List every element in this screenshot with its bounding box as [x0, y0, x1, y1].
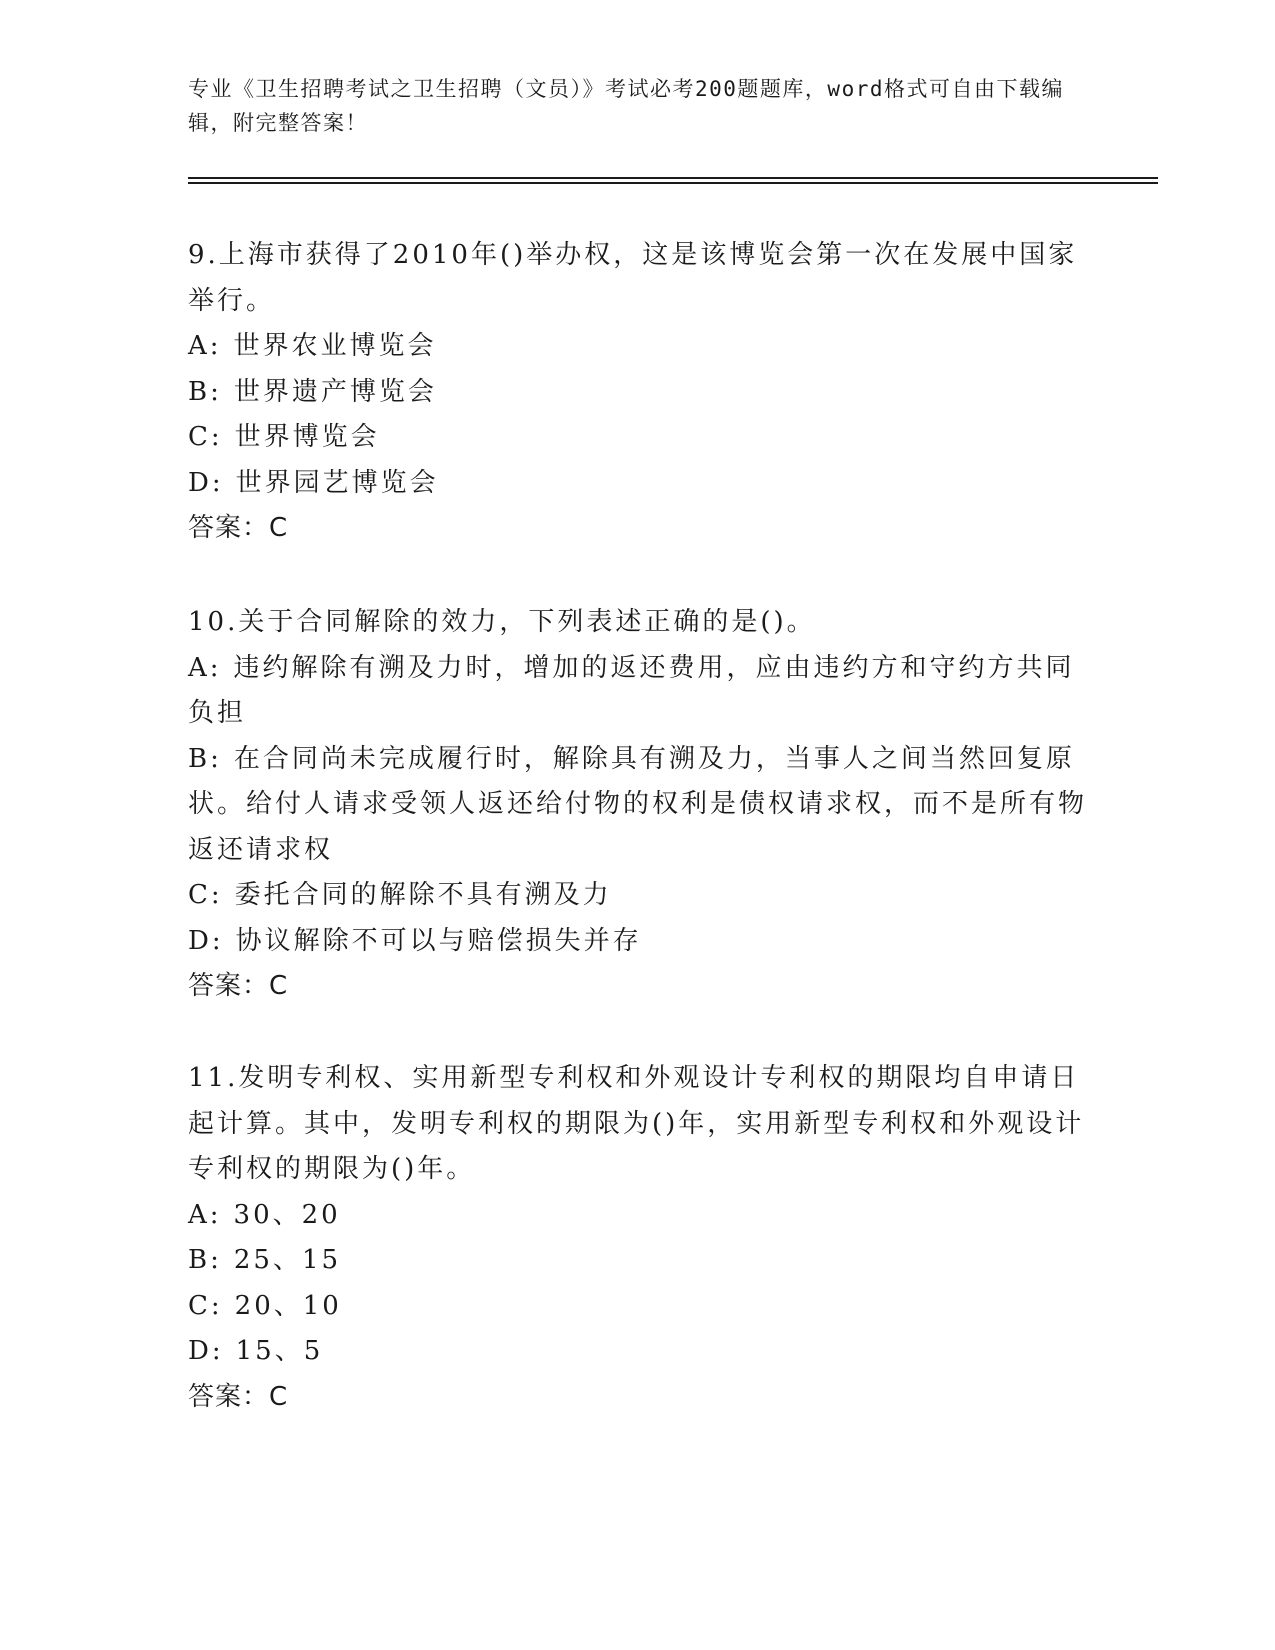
option-a: [188, 646, 1088, 737]
header-divider-top: [188, 177, 1158, 179]
option-c: [188, 415, 1088, 461]
option-letter: B:: [188, 743, 222, 774]
question-stem: 10.关于合同解除的效力，下列表述正确的是()。: [188, 607, 816, 637]
option-text: 协议解除不可以与赔偿损失并存: [235, 925, 642, 956]
option-text: 世界农业博览会: [233, 331, 437, 361]
option-letter: B:: [188, 376, 222, 407]
option-text: 委托合同的解除不具有溯及力: [234, 880, 612, 910]
option-letter: A:: [188, 1199, 222, 1230]
option-text: 世界遗产博览会: [233, 376, 437, 407]
option-letter: A:: [188, 652, 222, 683]
question-block: [188, 1056, 1088, 1420]
option-letter: D:: [188, 925, 224, 956]
option-a: [188, 324, 1088, 370]
option-letter: C:: [188, 422, 223, 452]
option-letter: D:: [188, 1336, 224, 1366]
option-text: 30、20: [233, 1199, 341, 1230]
option-letter: C:: [188, 1290, 223, 1321]
option-b: [188, 737, 1088, 874]
option-text: 世界园艺博览会: [235, 467, 439, 498]
option-text: 20、10: [234, 1290, 342, 1321]
document-header: 专业《卫生招聘考试之卫生招聘（文员）》考试必考200题题库，word格式可自由下载编辑，附完整答案！: [188, 77, 1064, 135]
option-letter: B:: [188, 1245, 222, 1275]
option-letter: D:: [188, 467, 224, 498]
option-text: 25、15: [233, 1245, 342, 1275]
option-text: 世界博览会: [234, 422, 380, 452]
question-stem: 9.上海市获得了2010年()举办权，这是该博览会第一次在发展中国家举行。: [188, 240, 1078, 316]
answer-line: 答案：C: [188, 1381, 289, 1412]
option-text: 违约解除有溯及力时，增加的返还费用，应由违约方和守约方共同负担: [188, 652, 1075, 728]
option-text: 在合同尚未完成履行时，解除具有溯及力，当事人之间当然回复原状。给付人请求受领人返还给付物的权利是债权请求权，而不是所有物返还请求权: [188, 743, 1088, 865]
header-divider-bottom: [188, 182, 1158, 184]
answer-line: 答案：C: [188, 971, 289, 1001]
option-c: [188, 1284, 1088, 1330]
option-d: [188, 461, 1088, 507]
question-block: [188, 233, 1088, 552]
option-letter: A:: [188, 331, 222, 361]
option-text: 15、5: [235, 1336, 324, 1366]
option-c: [188, 873, 1088, 919]
answer-line: 答案：C: [188, 513, 289, 543]
option-b: [188, 370, 1088, 416]
option-letter: C:: [188, 880, 223, 910]
question-stem: 11.发明专利权、实用新型专利权和外观设计专利权的期限均自申请日起计算。其中，发明专利权的期限为()年，实用新型专利权和外观设计专利权的期限为()年。: [188, 1063, 1085, 1184]
option-a: [188, 1193, 1088, 1239]
question-block: [188, 600, 1088, 1010]
option-b: [188, 1238, 1088, 1284]
option-d: [188, 1329, 1088, 1375]
option-d: [188, 919, 1088, 965]
